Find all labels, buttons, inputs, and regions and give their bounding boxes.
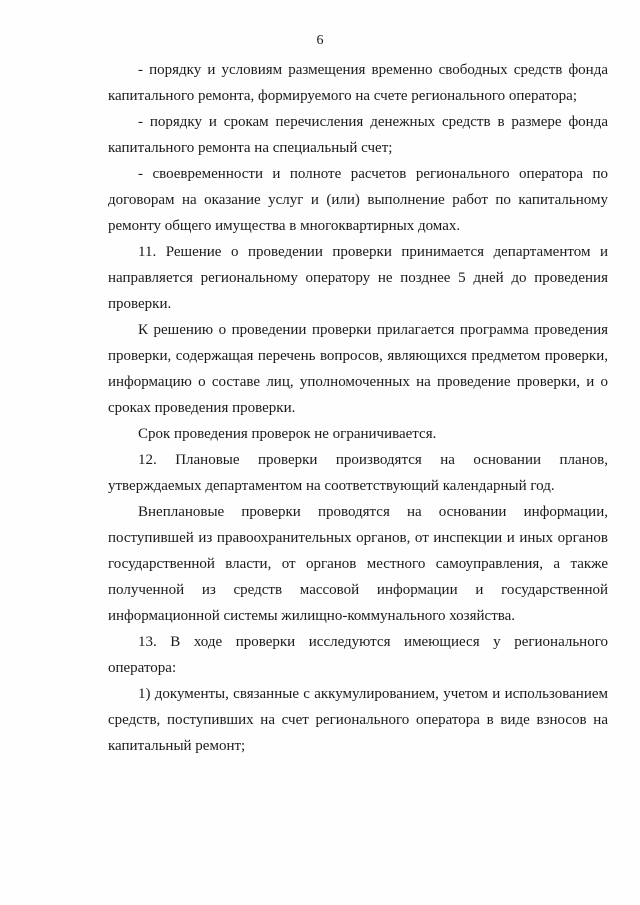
page-number: 6 bbox=[316, 33, 324, 48]
text-line: капитального ремонта, формируемого на счете регионального оператора; bbox=[108, 88, 577, 104]
text-line: направляется региональному оператору не позднее 5 дней до проведения bbox=[108, 270, 608, 286]
text-line: - порядку и условиям размещения временно свободных средств фонда bbox=[138, 62, 608, 78]
text-line: 11. Решение о проведении проверки принимается департаментом и bbox=[138, 244, 608, 260]
text-line: - порядку и срокам перечисления денежных средств в размере фонда bbox=[138, 114, 608, 130]
paragraph bbox=[108, 239, 608, 317]
text-line: капитального ремонта на специальный счет; bbox=[108, 140, 393, 156]
paragraph bbox=[108, 161, 608, 239]
paragraph bbox=[108, 681, 608, 759]
text-line: сроках проведения проверки. bbox=[108, 400, 296, 416]
paragraph bbox=[108, 109, 608, 161]
text-line: информацию о составе лиц, уполномоченных на проведение проверки, и о bbox=[108, 374, 608, 390]
paragraph bbox=[108, 499, 608, 629]
text-line: К решению о проведении проверки прилагается программа проведения bbox=[138, 322, 608, 338]
paragraph bbox=[108, 629, 608, 681]
text-line: проверки. bbox=[108, 296, 172, 312]
text-line: договорам на оказание услуг и (или) выполнение работ по капитальному bbox=[108, 192, 608, 208]
text-line: ремонту общего имущества в многоквартирных домах. bbox=[108, 218, 461, 234]
text-line: утверждаемых департаментом на соответствующий календарный год. bbox=[108, 478, 555, 494]
text-line: - своевременности и полноте расчетов регионального оператора по bbox=[138, 166, 608, 182]
text-line: информационной системы жилищно-коммунального хозяйства. bbox=[108, 608, 516, 624]
paragraph bbox=[108, 421, 608, 447]
text-line: 12. Плановые проверки производятся на основании планов, bbox=[138, 452, 608, 468]
text-line: проверки, содержащая перечень вопросов, являющихся предметом проверки, bbox=[108, 348, 608, 364]
text-line: оператора: bbox=[108, 660, 177, 676]
text-line: Срок проведения проверок не ограничивается. bbox=[138, 426, 437, 442]
text-line: поступившей из правоохранительных органов, от инспекции и иных органов bbox=[108, 530, 608, 546]
paragraph bbox=[108, 447, 608, 499]
text-line: государственной власти, от органов местного самоуправления, а также bbox=[108, 556, 608, 572]
text-line: Внеплановые проверки проводятся на основании информации, bbox=[138, 504, 608, 520]
text-line: 1) документы, связанные с аккумулированием, учетом и использованием bbox=[138, 686, 608, 702]
text-line: полученной из средств массовой информации и государственной bbox=[108, 582, 608, 598]
text-line: капитальный ремонт; bbox=[108, 738, 246, 754]
paragraph bbox=[108, 317, 608, 421]
body-text bbox=[108, 57, 608, 759]
text-line: средств, поступивших на счет регионального оператора в виде взносов на bbox=[108, 712, 608, 728]
paragraph bbox=[108, 57, 608, 109]
text-line: 13. В ходе проверки исследуются имеющиеся у регионального bbox=[138, 634, 608, 650]
